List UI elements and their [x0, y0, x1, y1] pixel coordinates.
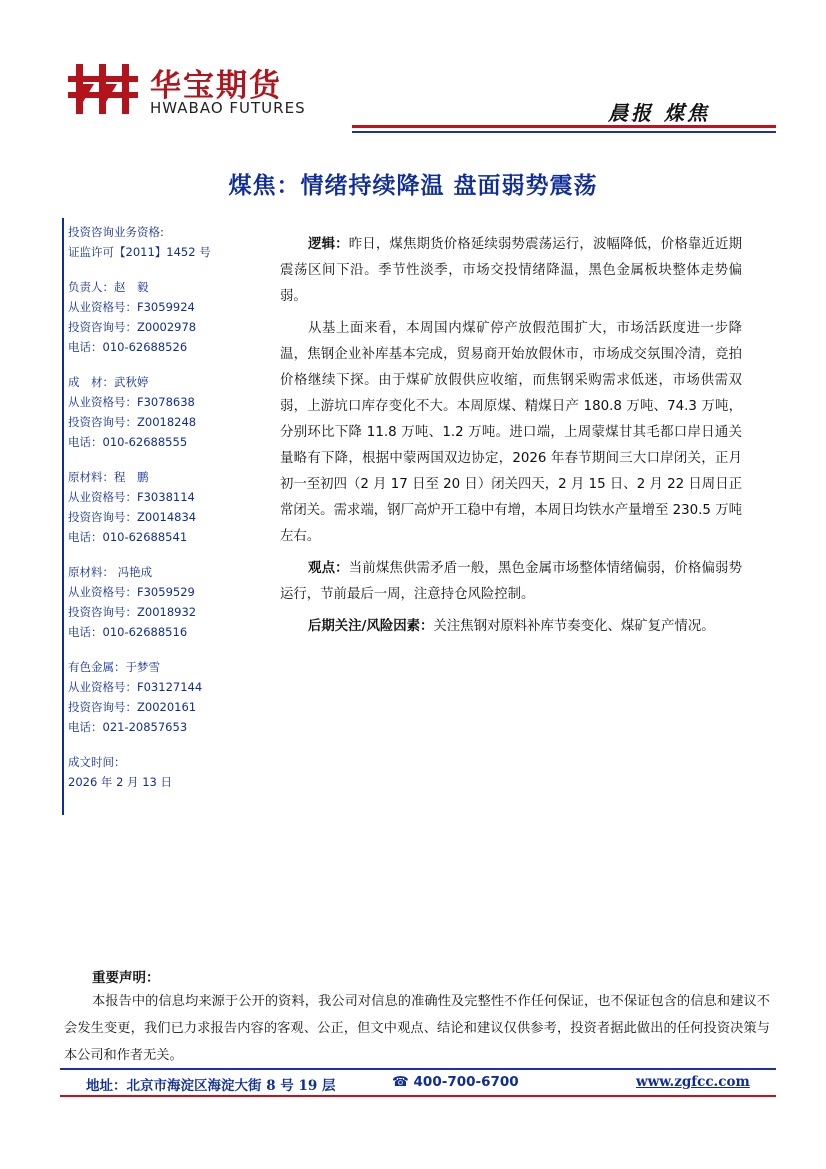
analyst-practice-id: 从业资格号：F03127144 [68, 680, 203, 694]
analyst-consult-id: 投资咨询号：Z0018248 [68, 415, 197, 429]
analyst-block [68, 657, 268, 737]
analyst-phone: 电话：010-62688541 [68, 530, 188, 544]
logic-paragraph [280, 232, 742, 310]
header-blue-rule [352, 131, 776, 133]
analyst-practice-id: 从业资格号：F3038114 [68, 490, 195, 504]
footer-website-link[interactable]: www.zgfcc.com [636, 1074, 750, 1090]
analyst-consult-id: 投资咨询号：Z0014834 [68, 510, 197, 524]
logic-text: 昨日，煤焦期货价格延续弱势震荡运行，波幅降低，价格靠近近期震荡区间下沿。季节性淡季，市场交投情绪降温，黑色金属板块整体走势偏弱。 [280, 237, 743, 304]
analyst-consult-id: 投资咨询号：Z0018932 [68, 605, 197, 619]
analyst-role: 负责人：赵 毅 [68, 280, 149, 294]
analyst-block [68, 277, 268, 357]
report-body [280, 232, 742, 646]
analyst-phone: 电话：010-62688526 [68, 340, 188, 354]
page-title: 煤焦：情绪持续降温 盘面弱势震荡 [228, 173, 598, 199]
footer-blue-rule [60, 1068, 776, 1070]
risk-lead: 后期关注/风险因素： [308, 619, 434, 634]
analyst-role: 成 材：武秋婷 [68, 375, 149, 389]
footer-address: 地址：北京市海淀区海淀大街 8 号 19 层 [86, 1078, 336, 1094]
analyst-block [68, 467, 268, 547]
sidebar [68, 222, 268, 792]
disclaimer-text: 本报告中的信息均来源于公开的资料，我公司对信息的准确性及完整性不作任何保证，也不保证包含的信息和建议不会发生变更，我们已力求报告内容的客观、公正，但文中观点、结论和建议仅供参考，投资者据此做出的任何投资决策与本公司和作者无关。 [64, 994, 770, 1063]
logic-lead: 逻辑： [308, 237, 349, 252]
analyst-consult-id: 投资咨询号：Z0002978 [68, 320, 197, 334]
analyst-phone: 电话：010-62688516 [68, 625, 188, 639]
logo-chinese-name: 华宝期货 [150, 68, 282, 104]
analyst-phone: 电话：010-62688555 [68, 435, 188, 449]
footer-phone-number: 400-700-6700 [413, 1074, 519, 1090]
analyst-phone: 电话：021-20857653 [68, 720, 188, 734]
license-number: 证监许可【2011】1452 号 [68, 245, 211, 259]
analyst-role: 原材料：程 鹏 [68, 470, 149, 484]
company-logo-icon [68, 62, 138, 116]
view-text: 当前煤焦供需矛盾一般，黑色金属市场整体情绪偏弱，价格偏弱势运行，节前最后一周，注意持仓风险控制。 [280, 561, 743, 602]
sidebar-divider [62, 218, 64, 815]
analyst-practice-id: 从业资格号：F3059924 [68, 300, 195, 314]
analyst-consult-id: 投资咨询号：Z0020161 [68, 700, 197, 714]
report-type-label: 晨报 煤焦 [608, 101, 710, 125]
analyst-block [68, 562, 268, 642]
view-paragraph [280, 556, 742, 608]
telephone-icon: ☎ [392, 1074, 409, 1090]
analyst-role: 原材料： 冯艳成 [68, 565, 153, 579]
analyst-block [68, 372, 268, 452]
analyst-practice-id: 从业资格号：F3059529 [68, 585, 195, 599]
logo-english-name: HWABAO FUTURES [150, 99, 306, 117]
analyst-role: 有色金属：于梦雪 [68, 660, 160, 674]
license-label: 投资咨询业务资格: [68, 225, 164, 239]
analyst-practice-id: 从业资格号：F3078638 [68, 395, 195, 409]
footer-phone [392, 1074, 519, 1090]
disclaimer-title: 重要声明： [92, 970, 160, 986]
risk-paragraph [280, 614, 742, 640]
view-lead: 观点： [308, 561, 349, 576]
risk-text: 关注焦钢对原料补库节奏变化、煤矿复产情况。 [433, 619, 715, 634]
date-value: 2026 年 2 月 13 日 [68, 775, 172, 789]
header-red-rule [352, 125, 776, 128]
footer-red-rule [60, 1095, 776, 1097]
date-label: 成文时间： [68, 755, 126, 769]
fundamentals-paragraph: 从基上面来看，本周国内煤矿停产放假范围扩大，市场活跃度进一步降温，焦钢企业补库基本完成，贸易商开始放假休市，市场成交氛围冷清，竞拍价格继续下探。由于煤矿放假供应收缩，而焦钢采购需求低迷，市场供需双弱，上游坑口库存变化不大。本周原煤、精煤日产 180.8 万吨、74.3 万吨，分别环比下降 11.8 万吨、1.2 万吨。进口端，上周蒙煤甘其毛都口岸日通关量略有下降，根据中蒙两国双边协定，2026 年春节期间三大口岸闭关，正月初一至初四（2 月 17 日至 20 日）闭关四天，2 月 15 日、2 月 22 日周日正常闭关。需求端，钢厂高炉开工稳中有增，本周日均铁水产量增至 230.5 万吨左右。 [280, 321, 742, 544]
